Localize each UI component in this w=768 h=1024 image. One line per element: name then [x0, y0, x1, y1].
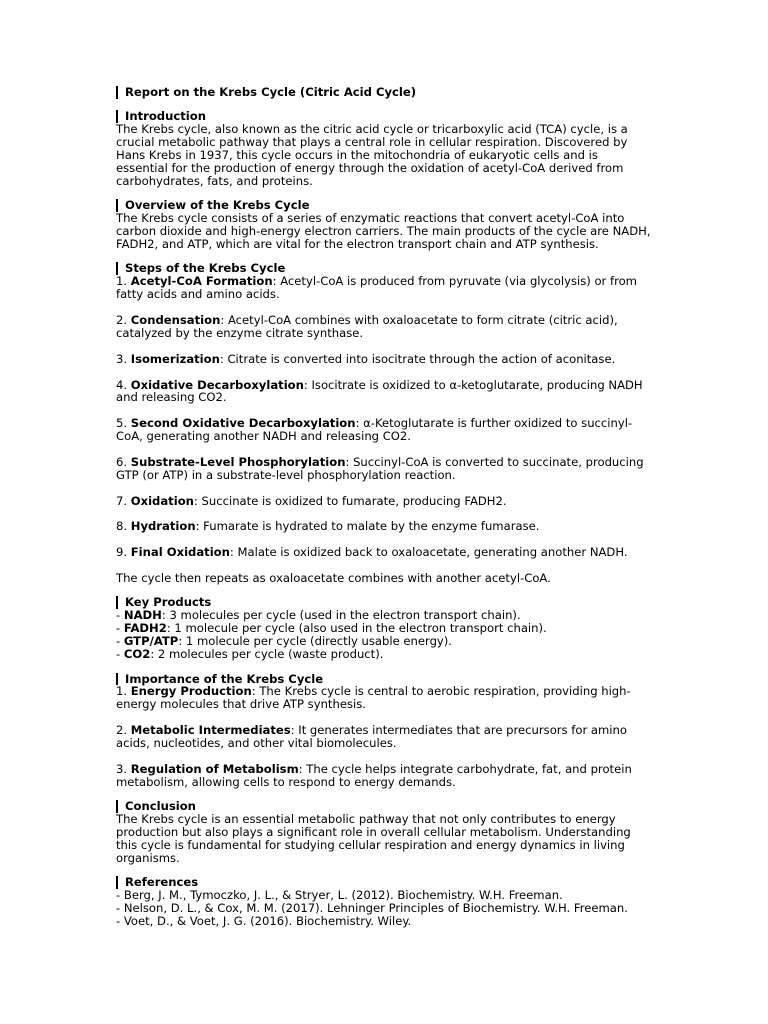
- step-term: Oxidative Decarboxylation: [130, 377, 304, 392]
- list-bullet: -: [116, 608, 124, 623]
- products-list: [116, 609, 652, 661]
- product-term: GTP/ATP: [123, 634, 179, 649]
- section-heading-conclusion: Conclusion: [116, 800, 652, 813]
- importance-list: [116, 685, 652, 788]
- step-term: Substrate-Level Phosphorylation: [130, 454, 346, 469]
- product-description: : 1 molecule per cycle (directly usable energy).: [178, 634, 452, 649]
- step-term: Final Oxidation: [130, 545, 230, 560]
- reference-item: - Berg, J. M., Tymoczko, J. L., & Stryer, L. (2012). Biochemistry. W.H. Freeman.: [116, 888, 563, 903]
- importance-description: : The cycle helps integrate carbohydrate, fat, and protein metabolism, allowing cells to respond to energy demands.: [116, 761, 632, 789]
- section-heading-overview: Overview of the Krebs Cycle: [116, 199, 652, 212]
- item-number: 3.: [116, 761, 128, 776]
- step-term: Oxidation: [130, 493, 194, 508]
- step-term: Condensation: [130, 313, 221, 328]
- list-bullet: -: [116, 634, 124, 649]
- step-number: 7.: [116, 493, 128, 508]
- step-description: : Succinyl-CoA is converted to succinate, producing GTP (or ATP) in a substrate-level phosphorylation reaction.: [116, 454, 644, 482]
- spacer: [116, 661, 652, 673]
- list-bullet: -: [116, 647, 124, 662]
- product-description: : 1 molecule per cycle (also used in the electron transport chain).: [166, 621, 547, 636]
- importance-item: [116, 763, 652, 789]
- step-item: [116, 520, 652, 533]
- step-number: 1.: [116, 274, 128, 289]
- product-term: NADH: [123, 608, 162, 623]
- step-item: [116, 314, 652, 340]
- step-number: 4.: [116, 377, 128, 392]
- step-number: 3.: [116, 351, 128, 366]
- reference-item: - Voet, D., & Voet, J. G. (2016). Biochemistry. Wiley.: [116, 913, 412, 928]
- steps-list: [116, 275, 652, 585]
- importance-description: : It generates intermediates that are precursors for amino acids, nucleotides, and other vital biomolecules.: [116, 723, 627, 751]
- product-term: CO2: [123, 647, 151, 662]
- importance-item: [116, 724, 652, 750]
- step-term: Second Oxidative Decarboxylation: [130, 416, 356, 431]
- section-heading-steps: Steps of the Krebs Cycle: [116, 262, 652, 275]
- product-description: : 3 molecules per cycle (used in the electron transport chain).: [161, 608, 521, 623]
- list-bullet: -: [116, 621, 124, 636]
- step-item: [116, 417, 652, 443]
- product-description: : 2 molecules per cycle (waste product).: [150, 647, 384, 662]
- step-number: 9.: [116, 545, 128, 560]
- step-number: 5.: [116, 416, 128, 431]
- step-description: : Acetyl-CoA is produced from pyruvate (via glycolysis) or from fatty acids and amino acids.: [116, 274, 637, 302]
- conclusion-text: The Krebs cycle is an essential metabolic pathway that not only contributes to energy production but also plays a significant role in overall cellular metabolism. Understanding this cycle is fundamental for studying cellular respiration and energy dynamics in living organisms.: [116, 812, 631, 865]
- step-description: : Fumarate is hydrated to malate by the enzyme fumarase.: [195, 519, 540, 534]
- step-number: 2.: [116, 313, 128, 328]
- product-item: [116, 648, 652, 661]
- document-body: [116, 86, 652, 928]
- step-description: : Citrate is converted into isocitrate through the action of aconitase.: [219, 351, 616, 366]
- step-item: [116, 275, 652, 301]
- importance-term: Energy Production: [130, 684, 252, 699]
- importance-term: Metabolic Intermediates: [130, 723, 291, 738]
- section-heading-introduction: Introduction: [116, 110, 652, 123]
- overview-text: The Krebs cycle consists of a series of enzymatic reactions that convert acetyl-CoA into carbon dioxide and high-energy electron carriers. The main products of the cycle are NADH, FADH2, and ATP, which are vital for the electron transport chain and ATP synthesis.: [116, 211, 651, 252]
- report-title: Report on the Krebs Cycle (Citric Acid Cycle): [116, 86, 652, 99]
- section-heading-key-products: Key Products: [116, 596, 652, 609]
- step-description: : Acetyl-CoA combines with oxaloacetate to form citrate (citric acid), catalyzed by the enzyme citrate synthase.: [116, 313, 618, 340]
- step-term: Acetyl-CoA Formation: [130, 274, 273, 289]
- step-item: [116, 379, 652, 405]
- step-item: [116, 456, 652, 482]
- step-description: : Malate is oxidized back to oxaloacetate, generating another NADH.: [229, 545, 628, 560]
- introduction-text: The Krebs cycle, also known as the citric acid cycle or tricarboxylic acid (TCA) cycle, is a crucial metabolic pathway that plays a central role in cellular respiration. Discovered by Hans Krebs in 1937, this cycle occurs in the mitochondria of eukaryotic cells and is essential for the production of energy through the oxidation of acetyl-CoA derived from carbohydrates, fats, and proteins.: [116, 122, 628, 188]
- item-number: 1.: [116, 684, 128, 699]
- section-heading-references: References: [116, 876, 652, 889]
- step-term: Isomerization: [130, 351, 220, 366]
- steps-closing-text: The cycle then repeats as oxaloacetate combines with another acetyl-CoA.: [116, 571, 551, 586]
- section-heading-importance: Importance of the Krebs Cycle: [116, 673, 652, 686]
- spacer: [116, 789, 652, 801]
- step-item: [116, 353, 652, 366]
- item-number: 2.: [116, 723, 128, 738]
- step-number: 8.: [116, 519, 128, 534]
- importance-term: Regulation of Metabolism: [130, 761, 299, 776]
- importance-item: [116, 685, 652, 711]
- product-term: FADH2: [123, 621, 167, 636]
- step-description: : Succinate is oxidized to fumarate, producing FADH2.: [193, 493, 507, 508]
- step-item: [116, 546, 652, 559]
- importance-description: : The Krebs cycle is central to aerobic respiration, providing high-energy molecules that drive ATP synthesis.: [116, 684, 631, 712]
- step-description: : α-Ketoglutarate is further oxidized to succinyl-CoA, generating another NADH and releasing CO2.: [116, 416, 633, 444]
- reference-item: - Nelson, D. L., & Cox, M. M. (2017). Lehninger Principles of Biochemistry. W.H. Freeman.: [116, 900, 628, 915]
- step-term: Hydration: [130, 519, 196, 534]
- step-item: [116, 495, 652, 508]
- step-description: : Isocitrate is oxidized to α-ketoglutarate, producing NADH and releasing CO2.: [116, 377, 643, 405]
- step-number: 6.: [116, 454, 128, 469]
- references-list: [116, 889, 652, 928]
